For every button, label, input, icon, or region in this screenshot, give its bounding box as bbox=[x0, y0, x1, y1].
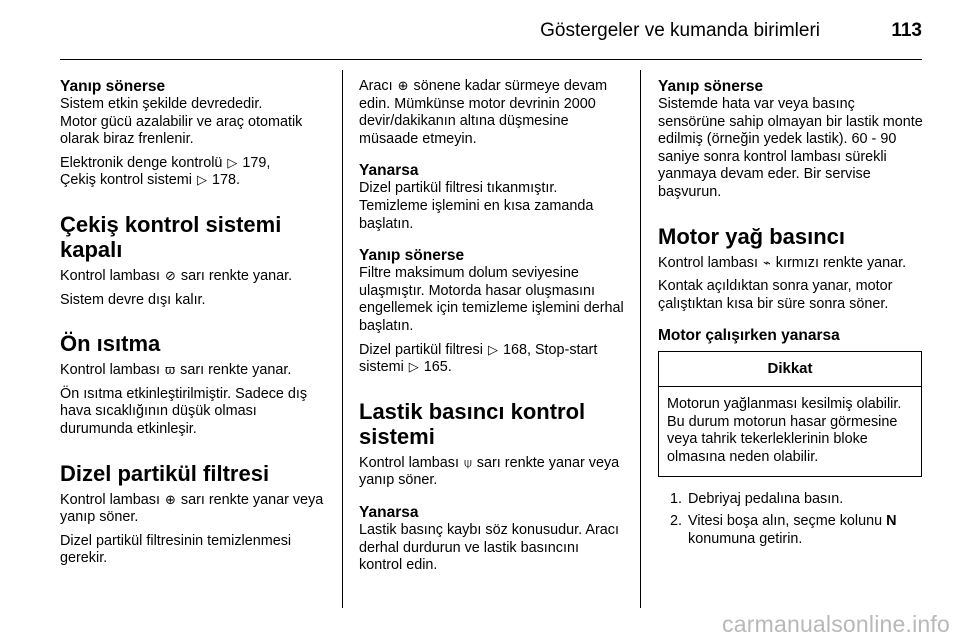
section-heading: Çekiş kontrol sistemi kapalı bbox=[60, 211, 282, 262]
caution-title: Dikkat bbox=[659, 352, 921, 387]
paragraph: Elektronik denge kontrolü ▷ 179, Çekiş kontrol sistemi ▷ 178. bbox=[60, 154, 271, 189]
section-heading: Yanarsa bbox=[359, 162, 419, 180]
diesel-particulate-filter-icon: ⊕ bbox=[164, 491, 176, 507]
paragraph: Lastik basınç kaybı söz konusudur. Aracı derhal durdurun ve lastik basıncını kontrol edin. bbox=[359, 521, 619, 574]
column-1 bbox=[60, 78, 326, 568]
paragraph: Kontak açıldıktan sonra yanar, motor çalıştıktan kısa bir süre sonra söner. bbox=[658, 278, 893, 312]
column-divider bbox=[342, 70, 343, 608]
column-divider bbox=[640, 70, 641, 608]
paragraph: Kontrol lambası ϖ sarı renkte yanar. bbox=[60, 362, 292, 379]
preheat-icon: ϖ bbox=[164, 362, 176, 378]
section-heading: Lastik basıncı kontrol sistemi bbox=[359, 398, 586, 449]
page-number: 113 bbox=[891, 20, 922, 41]
paragraph: Kontrol lambası ⊕ sarı renkte yanar veya yanıp söner. bbox=[60, 491, 324, 526]
page-ref-icon: ▷ bbox=[408, 359, 419, 375]
paragraph: Dizel partikül filtresi tıkanmıştır. Temizleme işlemini en kısa zamanda başlatın. bbox=[359, 180, 594, 232]
paragraph: Kontrol lambası ⍦ sarı renkte yanar veya yanıp söner. bbox=[359, 454, 620, 489]
page-ref-icon: ▷ bbox=[196, 172, 207, 188]
paragraph: Sistemde hata var veya basınç sensörüne sahip olmayan bir lastik monte edilmiş (örneğin yedek lastik). 60 - 90 saniye sonra kontrol lambası sürekli yanmaya devam eder. Bir servise başvurun. bbox=[658, 96, 923, 200]
list-item: 1. Debriyaj pedalına basın. bbox=[669, 491, 844, 508]
diesel-particulate-filter-icon: ⊕ bbox=[397, 78, 409, 93]
page-ref-icon: ▷ bbox=[487, 341, 498, 357]
section-heading: Motor çalışırken yanarsa bbox=[658, 327, 840, 345]
paragraph: Dizel partikül filtresinin temizlenmesi gerekir. bbox=[60, 532, 292, 567]
section-heading: Ön ısıtma bbox=[60, 331, 161, 357]
tire-pressure-icon: ⍦ bbox=[463, 454, 472, 470]
section-heading: Dizel partikül filtresi bbox=[60, 460, 270, 486]
paragraph: Motor gücü azalabilir ve araç otomatik olarak biraz frenlenir. bbox=[60, 113, 303, 148]
paragraph: Sistem etkin şekilde devrededir. bbox=[60, 96, 263, 112]
column-3 bbox=[658, 78, 924, 552]
paragraph: Ön ısıtma etkinleştirilmiştir. Sadece dış hava sıcaklığının düşük olması durumunda etkinleşir. bbox=[60, 385, 308, 437]
paragraph: Filtre maksimum dolum seviyesine ulaşmıştır. Motorda hasar oluşmasını engellemek için temizleme işlemini derhal başlatın. bbox=[359, 265, 624, 334]
paragraph: Sistem devre dışı kalır. bbox=[60, 291, 206, 308]
page-header bbox=[0, 0, 960, 62]
section-heading: Yanarsa bbox=[359, 503, 419, 521]
watermark: carmanualsonline.info bbox=[722, 611, 950, 637]
header-title: Göstergeler ve kumanda birimleri bbox=[540, 20, 820, 41]
paragraph: Kontrol lambası ⌁ kırmızı renkte yanar. bbox=[658, 254, 907, 271]
section-heading: Yanıp sönerse bbox=[60, 78, 166, 95]
column-2 bbox=[359, 78, 625, 575]
section-heading: Yanıp sönerse bbox=[658, 78, 764, 95]
header-rule bbox=[60, 59, 922, 60]
section-heading: Yanıp sönerse bbox=[359, 247, 465, 265]
paragraph: Kontrol lambası ⊘ sarı renkte yanar. bbox=[60, 267, 293, 284]
caution-text: Motorun yağlanması kesilmiş olabilir. Bu durum motorun hasar görmesine veya tahrik tekerleklerinin bloke olmasına neden olabilir. bbox=[667, 395, 902, 465]
paragraph: Dizel partikül filtresi ▷ 168, Stop-start sistemi ▷ 165. bbox=[359, 341, 598, 376]
oil-can-icon: ⌁ bbox=[762, 254, 771, 270]
list-item: 2. Vitesi boşa alın, seçme kolunu N konumuna getirin. bbox=[669, 512, 897, 547]
traction-control-off-icon: ⊘ bbox=[164, 267, 176, 283]
paragraph: Aracı ⊕ sönene kadar sürmeye devam edin. Mümkünse motor devrinin 2000 devir/dakikanın altına düşmesine müsaade etmeyin. bbox=[359, 78, 608, 147]
step-list bbox=[658, 491, 924, 548]
section-heading: Motor yağ basıncı bbox=[658, 223, 846, 249]
caution-box bbox=[658, 351, 922, 477]
page-ref-icon: ▷ bbox=[227, 154, 238, 170]
